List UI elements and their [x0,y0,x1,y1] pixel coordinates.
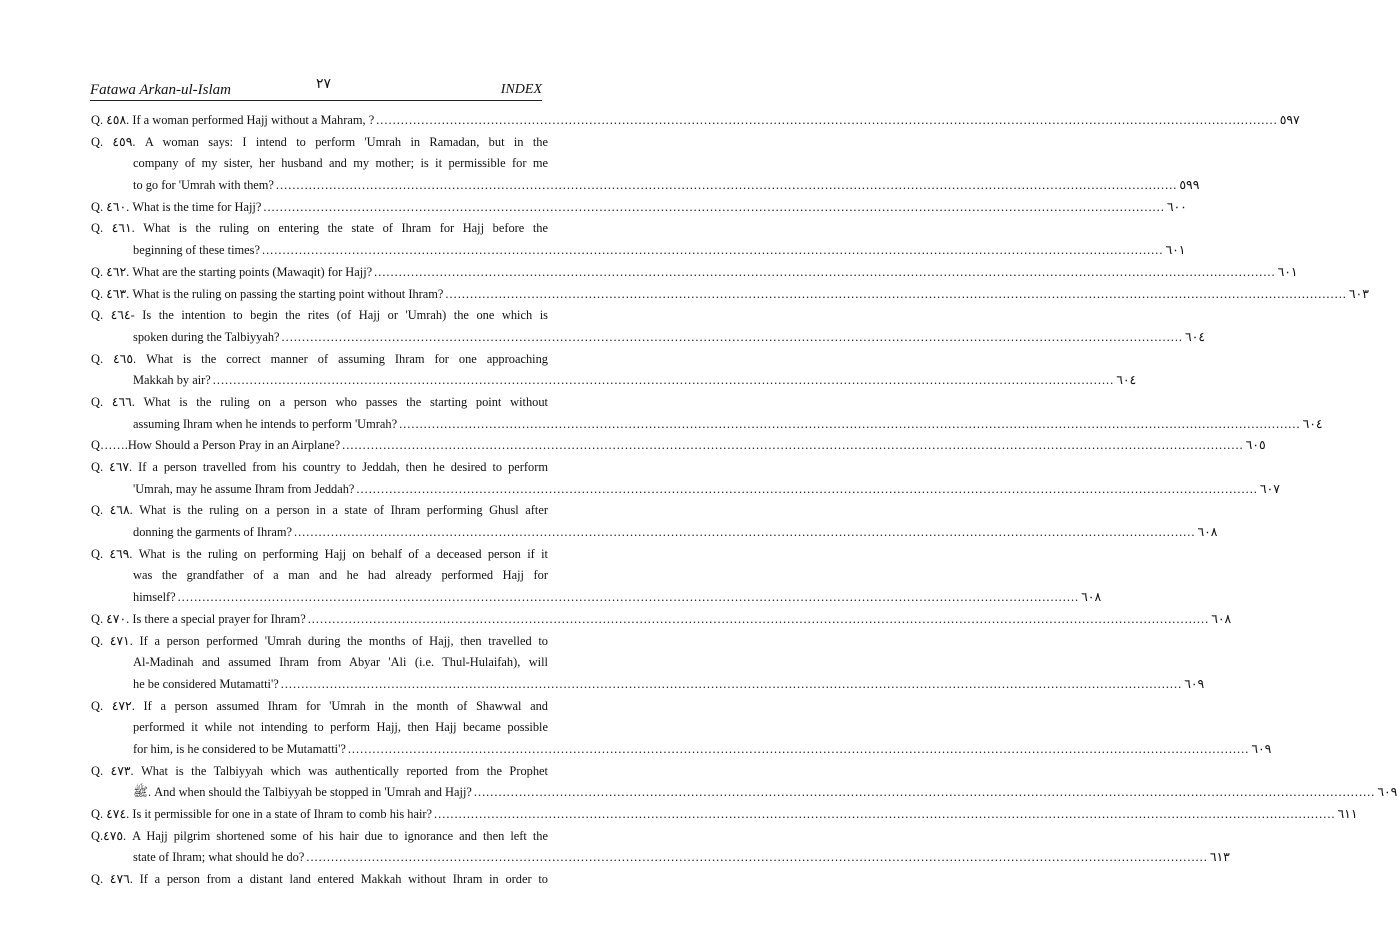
dot-leader: ............................................................................................................................................................................................................................ [376,113,1278,127]
index-entry [91,435,1266,457]
dot-leader: ............................................................................................................................................................................................................................ [261,243,1164,258]
index-entry [91,284,1369,306]
entry-text: he be considered Mutamatti'? [133,676,279,691]
entry-line: Q. ٤٧١. If a person performed 'Umrah during the months of Hajj, then travelled to [91,633,548,648]
entry-page-number: ٦٠٥ [1245,438,1266,453]
entry-text: Q…….How Should a Person Pray in an Airplane? [91,438,341,453]
entry-line [91,327,1205,349]
dot-leader: ............................................................................................................................................................................................................................ [293,525,1196,540]
entry-line [91,197,1187,219]
index-entry [91,804,1358,826]
entry-line: Q. ٤٥٩. A woman says: I intend to perform 'Umrah in Ramadan, but in the [91,134,548,149]
entry-line [91,370,1137,392]
entry-text: Q. ٤٦٠. What is the time for Hajj? [91,199,262,214]
entry-text: Q. ٤٦٣. What is the ruling on passing the starting point without Ihram? [91,286,444,301]
index-entry [91,392,1323,435]
entry-line [91,782,1397,804]
entry-text: Q. ٤٥٨. If a woman performed Hajj without a Mahram, ? [91,113,375,127]
dot-leader: ............................................................................................................................................................................................................................ [342,438,1244,453]
section-title: INDEX [500,82,542,97]
dot-leader: ............................................................................................................................................................................................................................ [307,611,1210,626]
running-header [90,78,542,101]
entry-line: Q. ٤٦١. What is the ruling on entering the state of Ihram for Hajj before the [91,221,548,236]
entry-page-number: ٦٠٠ [1166,199,1187,214]
entry-page-number: ٦٠٤ [1302,416,1323,431]
entry-text: beginning of these times? [133,243,260,258]
entry-line [91,414,1323,436]
dot-leader: ............................................................................................................................................................................................................................ [445,286,1347,301]
dot-leader: ............................................................................................................................................................................................................................ [347,741,1250,756]
index-entry [91,218,1186,261]
entry-page-number: ٦٠١ [1277,264,1298,279]
entry-line [91,435,1266,457]
index-list [91,110,1397,891]
entry-line [91,479,1280,501]
entry-line: Q.٤٧٥. A Hajj pilgrim shortened some of his hair due to ignorance and then left the [91,828,548,843]
entry-line: was the grandfather of a man and he had already performed Hajj for [133,568,548,583]
index-entry [91,609,1232,631]
book-title: Fatawa Arkan-ul-Islam [90,82,231,98]
entry-line [91,262,1298,284]
dot-leader: ............................................................................................................................................................................................................................ [356,481,1258,496]
page-number: ٢٧ [316,77,332,92]
index-entry [91,197,1187,219]
index-entry [91,457,1280,500]
entry-page-number: ٥٩٩ [1179,178,1200,193]
entry-page-number: ٦٠١ [1165,243,1186,258]
entry-text: ﷺ. And when should the Talbiyyah be stopped in 'Umrah and Hajj? [133,785,472,800]
entry-page-number: ٦٠٤ [1185,329,1205,344]
entry-text: to go for 'Umrah with them? [133,178,274,193]
entry-page-number: ٦٠٤ [1116,373,1137,388]
index-entry [91,826,1230,869]
entry-line [91,739,1272,761]
index-entry [91,110,1300,132]
entry-line: Q. ٤٦٤- Is the intention to begin the rites (of Hajj or 'Umrah) the one which is [91,308,548,323]
index-entry [91,696,1272,761]
entry-text: spoken during the Talbiyyah? [133,329,280,344]
entry-text: assuming Ihram when he intends to perform 'Umrah? [133,416,398,431]
entry-line: company of my sister, her husband and my mother; is it permissible for me [133,156,548,171]
index-entry [91,305,1205,348]
entry-text: Q. ٤٧٠. Is there a special prayer for Ihram? [91,611,306,626]
index-entry [91,132,1200,197]
index-entry [91,761,1397,804]
entry-page-number: ٦٠٨ [1211,611,1232,626]
dot-leader: ............................................................................................................................................................................................................................ [177,590,1080,605]
dot-leader: ............................................................................................................................................................................................................................ [399,416,1301,431]
entry-text: himself? [133,590,176,605]
entry-page-number: ٦١٣ [1209,850,1230,865]
entry-page-number: ٦١١ [1337,807,1358,821]
dot-leader: ............................................................................................................................................................................................................................ [434,807,1336,821]
entry-line [91,175,1200,197]
entry-line: Q. ٤٦٥. What is the correct manner of assuming Ihram for one approaching [91,351,548,366]
entry-line: performed it while not intending to perform Hajj, then Hajj became possible [133,720,548,735]
entry-line [91,587,1102,609]
entry-text: Makkah by air? [133,373,211,388]
entry-page-number: ٦٠٨ [1197,525,1218,540]
entry-line [91,847,1230,869]
dot-leader: ............................................................................................................................................................................................................................ [275,178,1178,193]
dot-leader: ............................................................................................................................................................................................................................ [281,329,1184,344]
entry-line: Q. ٤٧٦. If a person from a distant land entered Makkah without Ihram in order to [91,872,548,887]
dot-leader: ............................................................................................................................................................................................................................ [306,850,1208,865]
index-entry [91,262,1298,284]
entry-line: Q. ٤٦٧. If a person travelled from his country to Jeddah, then he desired to perform [91,460,548,474]
entry-line [91,609,1232,631]
entry-page-number: ٦٠٣ [1348,286,1369,301]
entry-line [91,240,1186,262]
entry-page-number: ٥٩٧ [1279,113,1300,127]
entry-line: Q. ٤٧٣. What is the Talbiyyah which was authentically reported from the Prophet [91,763,548,778]
dot-leader: ............................................................................................................................................................................................................................ [263,199,1165,214]
entry-text: for him, is he considered to be Mutamatti'? [133,741,346,756]
index-entry [91,631,1205,696]
entry-line: Q. ٤٦٨. What is the ruling on a person in a state of Ihram performing Ghusl after [91,503,548,518]
dot-leader: ............................................................................................................................................................................................................................ [374,264,1276,279]
entry-line: Q. ٤٦٦. What is the ruling on a person who passes the starting point without [91,394,548,409]
entry-line [91,110,1300,132]
entry-line [91,804,1358,826]
entry-line: Q. ٤٧٢. If a person assumed Ihram for 'Umrah in the month of Shawwal and [91,698,548,713]
entry-line [91,284,1369,306]
index-entry [91,544,1102,609]
entry-page-number: ٦٠٩ [1184,676,1205,691]
entry-line [91,522,1218,544]
index-entry [91,349,1137,392]
dot-leader: ............................................................................................................................................................................................................................ [212,373,1115,388]
entry-page-number: ٦٠٨ [1081,590,1102,605]
entry-page-number: ٦٠٩ [1251,741,1272,756]
index-entry [91,869,548,891]
entry-page-number: ٦٠٩ [1377,785,1397,800]
entry-page-number: ٦٠٧ [1259,481,1280,496]
index-entry [91,500,1218,543]
entry-text: Q. ٤٦٢. What are the starting points (Mawaqit) for Hajj? [91,264,373,279]
entry-line: Q. ٤٦٩. What is the ruling on performing Hajj on behalf of a deceased person if it [91,546,548,561]
entry-text: state of Ihram; what should he do? [133,850,305,865]
dot-leader: ............................................................................................................................................................................................................................ [473,785,1376,800]
entry-line [91,674,1205,696]
entry-line: Al-Madinah and assumed Ihram from Abyar 'Ali (i.e. Thul-Hulaifah), will [133,655,548,670]
entry-text: Q. ٤٧٤. Is it permissible for one in a state of Ihram to comb his hair? [91,807,433,821]
entry-text: 'Umrah, may he assume Ihram from Jeddah? [133,481,355,496]
dot-leader: ............................................................................................................................................................................................................................ [280,676,1183,691]
entry-text: donning the garments of Ihram? [133,525,292,540]
